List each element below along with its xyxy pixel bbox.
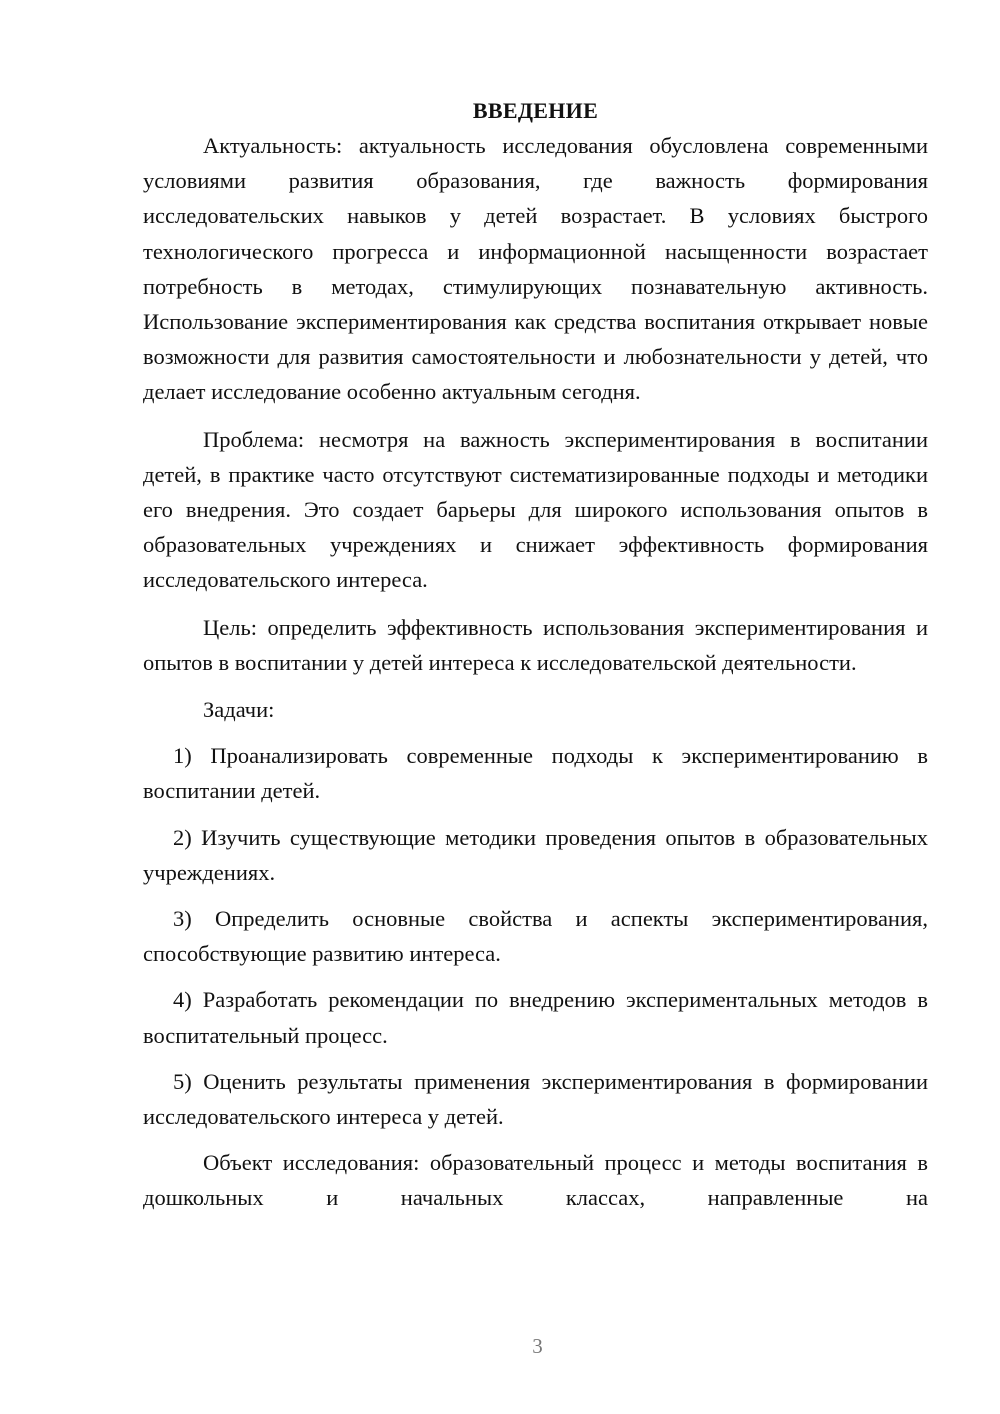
task-item-3: 3) Определить основные свойства и аспекты экспериментирования, способствующие развитию интереса. — [143, 906, 928, 967]
task-item-2: 2) Изучить существующие методики проведения опытов в образовательных учреждениях. — [143, 824, 928, 885]
paragraph-problem: Проблема: несмотря на важность экспериментирования в воспитании детей, в практике часто отсутствуют систематизированные подходы и методики его внедрения. Это создает барьеры для широкого использования опытов в образовательных учреждениях и снижает эффективность формирования исследовательского интереса. — [143, 426, 928, 593]
task-item-1: 1) Проанализировать современные подходы к экспериментированию в воспитании детей. — [143, 743, 928, 804]
tasks-heading: Задачи: — [203, 697, 275, 723]
document-page — [143, 93, 928, 1216]
task-item-5: 5) Оценить результаты применения экспериментирования в формировании исследовательского интереса у детей. — [143, 1068, 928, 1130]
page-number: 3 — [532, 1334, 543, 1358]
paragraph-relevance: Актуальность: актуальность исследования обусловлена современными условиями развития образования, где важность формирования исследовательских навыков у детей возрастает. В условиях быстрого технологического прогресса и информационной насыщенности возрастает потребность в методах, стимулирующих познавательную активность. Использование экспериментирования как средства воспитания открывает новые возможности для развития самостоятельности и любознательности у детей, что делает исследование особенно актуальным сегодня. — [143, 133, 928, 405]
page-title: ВВЕДЕНИЕ — [472, 98, 599, 123]
paragraph-goal: Цель: определить эффективность использования экспериментирования и опытов в воспитании у детей интереса к исследовательской деятельности. — [143, 614, 928, 675]
task-item-4: 4) Разработать рекомендации по внедрению экспериментальных методов в воспитательный процесс. — [143, 987, 928, 1048]
paragraph-object: Объект исследования: образовательный процесс и методы воспитания в дошкольных и начальных классах, направленные на — [143, 1150, 928, 1211]
